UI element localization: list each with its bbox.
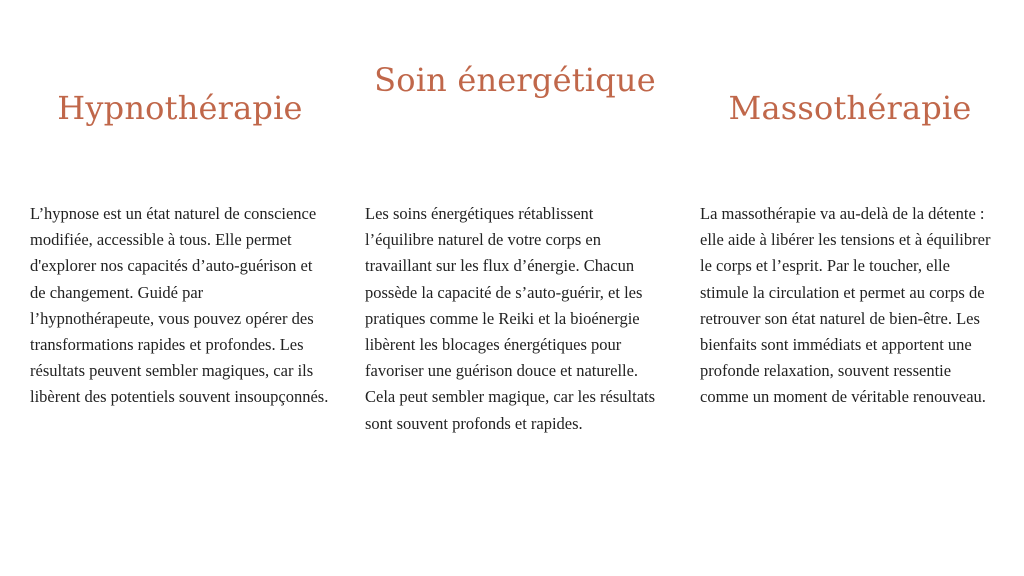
service-description: La massothérapie va au-delà de la détente : elle aide à libérer les tensions et à équilibrer le corps et l’esprit. Par le toucher, elle stimule la circulation et permet au corps de retrouver son état naturel de bien-être. Les bienfaits sont immédiats et apportent une profonde relaxation, souvent ressentie comme un moment de véritable renouveau. [700, 204, 991, 407]
service-title: Hypnothérapie [57, 89, 303, 127]
service-description: L’hypnose est un état naturel de conscience modifiée, accessible à tous. Elle permet d'explorer nos capacités d’auto-guérison et de changement. Guidé par l’hypnothérapeute, vous pouvez opérer des transformations rapides et profondes. Les résultats peuvent sembler magiques, car ils libèrent des potentiels souvent insoupçonnés. [30, 204, 329, 407]
service-title: Soin énergétique [374, 61, 656, 99]
service-title: Massothérapie [728, 89, 972, 127]
service-description: Les soins énergétiques rétablissent l’équilibre naturel de votre corps en travaillant sur les flux d’énergie. Chacun possède la capacité de s’auto-guérir, et les pratiques comme le Reiki et la bioénergie libèrent les blocages énergétiques pour favoriser une guérison douce et naturelle. Cela peut sembler magique, car les résultats sont souvent profonds et rapides. [365, 204, 656, 433]
